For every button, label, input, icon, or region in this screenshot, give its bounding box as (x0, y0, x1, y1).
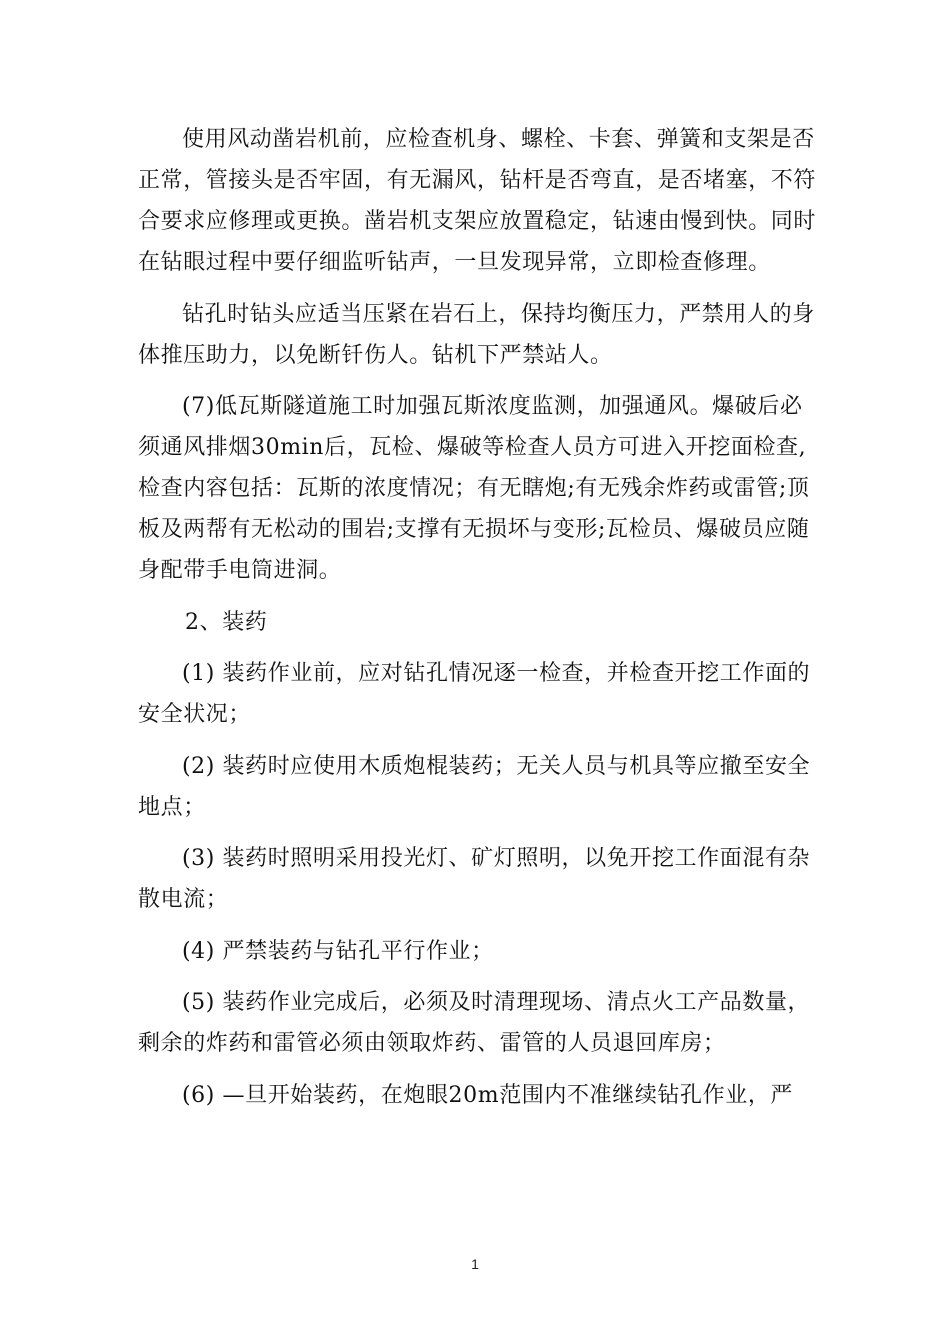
list-item-1: (1) 装药作业前，应对钻孔情况逐一检查，并检查开挖工作面的安全状况； (138, 661, 811, 727)
list-item-5: (5) 装药作业完成后，必须及时清理现场、清点火工产品数量，剩余的炸药和雷管必须由领取炸药、雷管的人员退回库房； (138, 990, 811, 1056)
list-item-4: (4) 严禁装药与钻孔平行作业； (182, 938, 494, 964)
list-item-6: (6) —旦开始装药，在炮眼20m范围内不准继续钻孔作业，严 (182, 1082, 794, 1108)
document-body (138, 119, 820, 1126)
section-heading-charging: 2、装药 (185, 609, 268, 635)
paragraph-gas-monitoring: (7)低瓦斯隧道施工时加强瓦斯浓度监测，加强通风。爆破后必须通风排烟30min后，瓦检、爆破等检查人员方可进入开挖面检查,检查内容包括：瓦斯的浓度情况；有无瞎炮;有无残余炸药或雷管;顶板及两帮有无松动的围岩;支撑有无损坏与变形;瓦检员、爆破员应随身配带手电筒进洞。 (138, 394, 810, 583)
paragraph-drill-pressure: 钻孔时钻头应适当压紧在岩石上，保持均衡压力，严禁用人的身体推压助力，以免断钎伤人。钻机下严禁站人。 (138, 301, 815, 368)
paragraph-drill-inspection: 使用风动凿岩机前，应检查机身、螺栓、卡套、弹簧和支架是否正常，管接头是否牢固，有无漏风，钻杆是否弯直，是否堵塞，不符合要求应修理或更换。凿岩机支架应放置稳定，钻速由慢到快。同时在钻眼过程中要仔细监听钻声，一旦发现异常，立即检查修理。 (138, 127, 817, 275)
list-item-2: (2) 装药时应使用木质炮棍装药；无关人员与机具等应撤至安全地点； (138, 753, 811, 820)
list-item-3: (3) 装药时照明采用投光灯、矿灯照明，以免开挖工作面混有杂散电流； (138, 846, 811, 912)
page-number: 1 (471, 1256, 479, 1272)
